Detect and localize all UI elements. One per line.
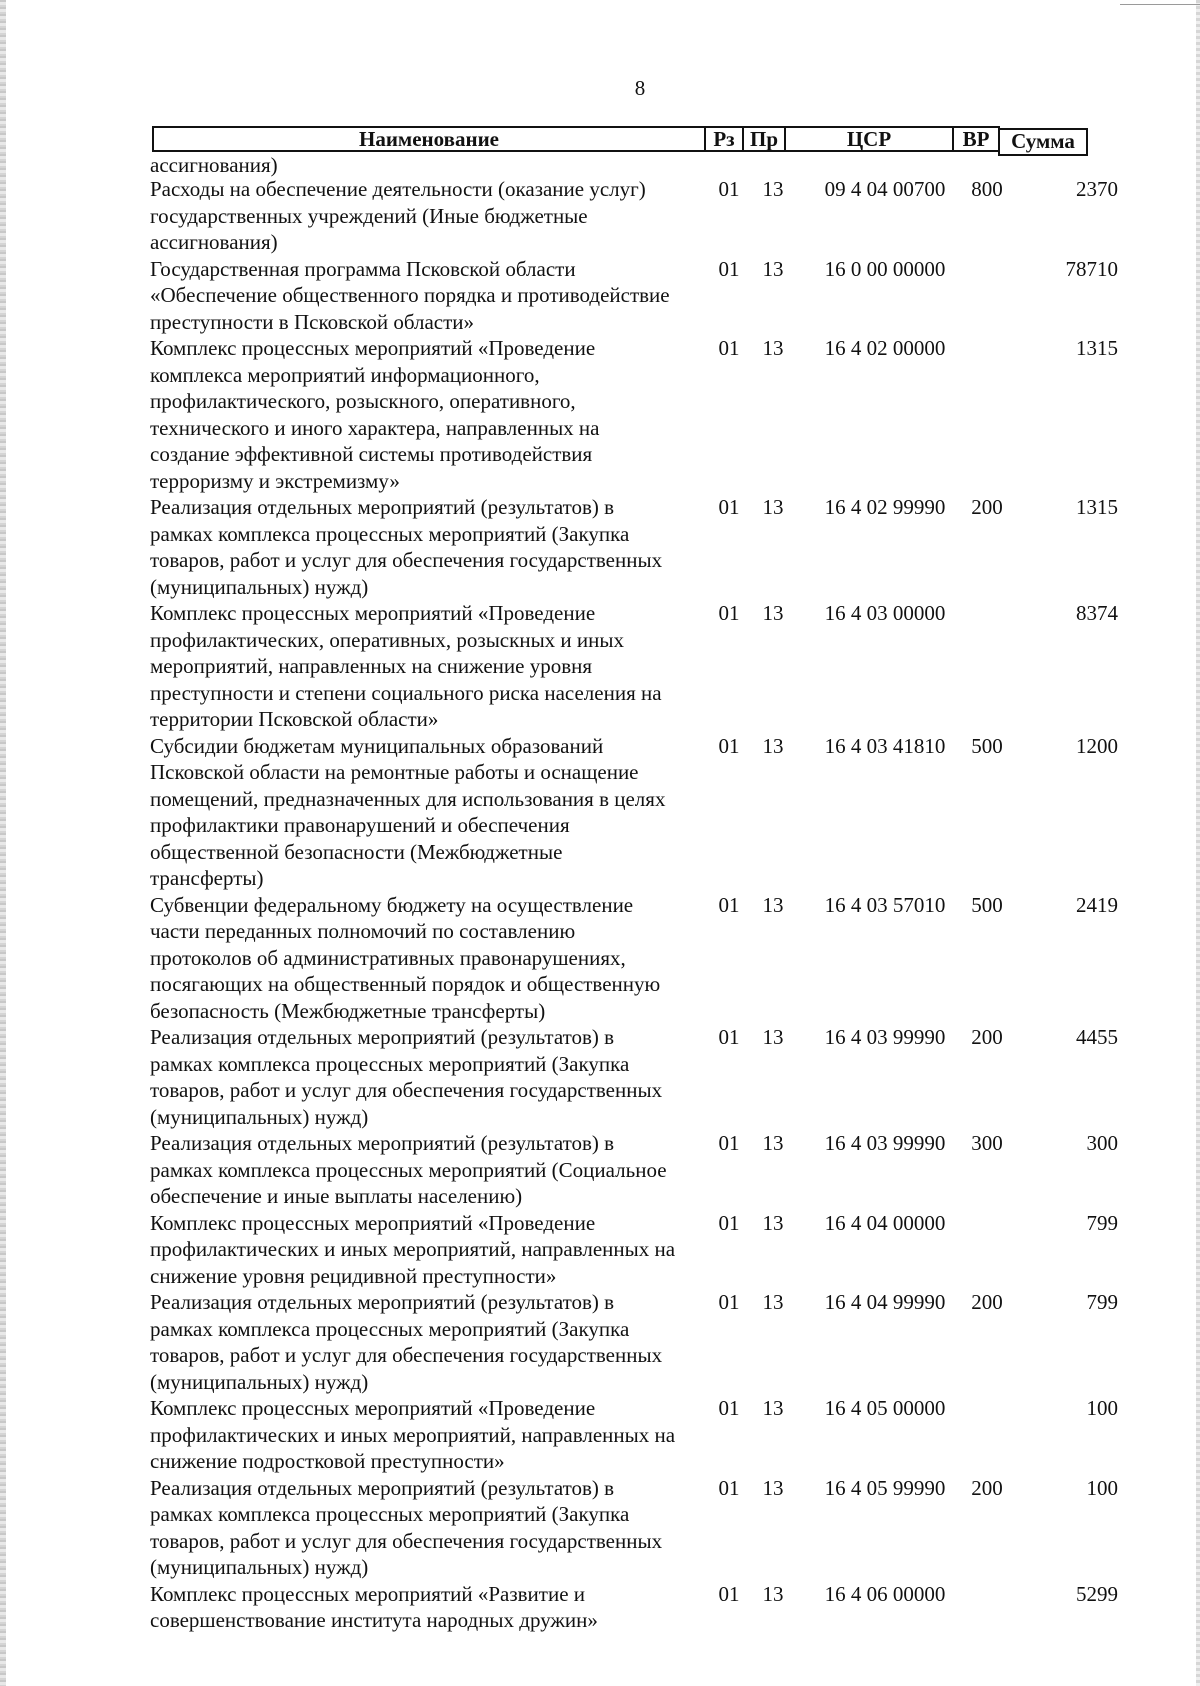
- row-rz: 01: [718, 601, 740, 625]
- row-name: Комплекс процессных мероприятий «Проведение комплекса мероприятий информационного, профилактического, розыскного, оперативного, технического и иного характера, направленных на создание эффективной системы противодействия терроризму и экстремизму»: [150, 336, 600, 493]
- row-rz: 01: [718, 1475, 740, 1500]
- row-rz: 01: [718, 177, 740, 201]
- scan-corner-mark: [1120, 0, 1200, 5]
- row-name: Комплекс процессных мероприятий «Проведение профилактических, оперативных, розыскных и иных мероприятий, направленных на снижение уровня преступности и степени социального риска населения на территории Псковской области»: [150, 601, 662, 731]
- row-sum: 1200: [1076, 733, 1118, 758]
- row-vr: 500: [971, 892, 1003, 917]
- row-name: Комплекс процессных мероприятий «Проведение профилактических и иных мероприятий, направленных на снижение подростковой преступности»: [150, 1396, 676, 1473]
- row-pr: 13: [762, 733, 784, 758]
- row-rz: 01: [718, 1290, 740, 1314]
- table-row: [150, 176, 1150, 256]
- row-csr: 16 4 03 41810: [824, 733, 946, 758]
- row-name: Субсидии бюджетам муниципальных образований Псковской области на ремонтные работы и оснащение помещений, предназначенных для использования в целях профилактики правонарушений и обеспечения общественной безопасности (Межбюджетные трансферты): [150, 733, 666, 890]
- row-sum: 5299: [1076, 1581, 1118, 1606]
- scan-edge-left: [0, 0, 6, 1686]
- row-csr: 16 4 03 00000: [824, 601, 946, 625]
- row-pr: 13: [762, 1025, 784, 1049]
- row-vr: 200: [971, 495, 1003, 519]
- row-rz: 01: [718, 336, 740, 360]
- table-row: [150, 1581, 1150, 1634]
- row-name: Субвенции федеральному бюджету на осуществление части переданных полномочий по составлению протоколов об административных правонарушениях, посягающих на общественный порядок и общественную безопасность (Межбюджетные трансферты): [150, 892, 661, 1023]
- row-rz: 01: [718, 892, 740, 917]
- row-csr: 16 4 03 57010: [824, 892, 946, 917]
- row-vr: 200: [971, 1475, 1003, 1500]
- row-pr: 13: [762, 892, 784, 917]
- row-sum: 4455: [1076, 1025, 1118, 1049]
- row-pr: 13: [762, 1290, 784, 1314]
- row-csr: 16 4 02 00000: [824, 336, 946, 360]
- row-rz: 01: [718, 733, 740, 758]
- table-row: [150, 1210, 1150, 1290]
- row-csr: 16 4 03 99990: [824, 1131, 946, 1155]
- row-sum: 2370: [1076, 177, 1118, 201]
- table-header: [152, 126, 1088, 154]
- continuation-row: [150, 154, 1150, 176]
- row-name: Реализация отдельных мероприятий (результатов) в рамках комплекса процессных мероприятий (Закупка товаров, работ и услуг для обеспечения государственных (муниципальных) нужд): [150, 1025, 663, 1129]
- row-csr: 16 4 02 99990: [824, 495, 946, 519]
- header-sum: Сумма: [998, 128, 1088, 156]
- row-rz: 01: [718, 1581, 740, 1606]
- row-name: Комплекс процессных мероприятий «Проведение профилактических и иных мероприятий, направленных на снижение уровня рецидивной преступности»: [150, 1210, 676, 1288]
- header-name: Наименование: [152, 126, 706, 152]
- continuation-text: ассигнования): [150, 153, 278, 177]
- row-pr: 13: [762, 1210, 784, 1235]
- row-vr: 200: [971, 1025, 1003, 1049]
- row-pr: 13: [762, 177, 784, 201]
- row-vr: 500: [971, 733, 1003, 758]
- row-pr: 13: [762, 1581, 784, 1606]
- table-row: [150, 256, 1150, 336]
- table-row: [150, 733, 1150, 892]
- row-rz: 01: [718, 1025, 740, 1049]
- table-row: [150, 1289, 1150, 1395]
- row-csr: 16 4 04 00000: [824, 1210, 946, 1235]
- row-csr: 16 4 06 00000: [824, 1581, 946, 1606]
- row-name: Реализация отдельных мероприятий (результатов) в рамках комплекса процессных мероприятий (Закупка товаров, работ и услуг для обеспечения государственных (муниципальных) нужд): [150, 495, 663, 599]
- row-sum: 1315: [1076, 495, 1118, 519]
- row-pr: 13: [762, 336, 784, 360]
- table-row: [150, 494, 1150, 600]
- header-rz: Рз: [704, 126, 744, 152]
- row-csr: 16 4 04 99990: [824, 1290, 946, 1314]
- row-pr: 13: [762, 1131, 784, 1155]
- row-vr: 800: [971, 177, 1003, 201]
- table-row: [150, 1130, 1150, 1210]
- row-csr: 16 4 05 00000: [824, 1396, 946, 1420]
- page-number: 8: [634, 76, 646, 100]
- row-vr: 300: [971, 1131, 1003, 1155]
- header-csr: ЦСР: [784, 126, 954, 152]
- row-rz: 01: [718, 256, 740, 281]
- row-sum: 2419: [1076, 892, 1118, 917]
- row-pr: 13: [762, 1396, 784, 1420]
- table-row: [150, 892, 1150, 1025]
- row-name: Комплекс процессных мероприятий «Развитие и совершенствование института народных дружин»: [150, 1581, 598, 1632]
- row-csr: 16 0 00 00000: [824, 256, 946, 281]
- row-sum: 300: [1086, 1131, 1118, 1155]
- header-pr: Пр: [742, 126, 786, 152]
- row-sum: 1315: [1076, 336, 1118, 360]
- row-name: Расходы на обеспечение деятельности (оказание услуг) государственных учреждений (Иные бюджетные ассигнования): [150, 177, 646, 254]
- row-name: Реализация отдельных мероприятий (результатов) в рамках комплекса процессных мероприятий (Закупка товаров, работ и услуг для обеспечения государственных (муниципальных) нужд): [150, 1475, 663, 1579]
- row-csr: 16 4 05 99990: [824, 1475, 946, 1500]
- row-rz: 01: [718, 495, 740, 519]
- row-sum: 799: [1086, 1290, 1118, 1314]
- row-csr: 16 4 03 99990: [824, 1025, 946, 1049]
- table-row: [150, 1475, 1150, 1581]
- table-row: [150, 1395, 1150, 1475]
- row-sum: 100: [1086, 1396, 1118, 1420]
- row-name: Реализация отдельных мероприятий (результатов) в рамках комплекса процессных мероприятий (Социальное обеспечение и иные выплаты населению): [150, 1131, 667, 1208]
- header-vr: ВР: [952, 126, 1000, 152]
- row-pr: 13: [762, 1475, 784, 1500]
- table-row: [150, 335, 1150, 494]
- row-sum: 8374: [1076, 601, 1118, 625]
- row-name: Государственная программа Псковской области «Обеспечение общественного порядка и противодействие преступности в Псковской области»: [150, 256, 670, 334]
- row-rz: 01: [718, 1396, 740, 1420]
- row-vr: 200: [971, 1290, 1003, 1314]
- row-pr: 13: [762, 495, 784, 519]
- row-pr: 13: [762, 601, 784, 625]
- row-rz: 01: [718, 1131, 740, 1155]
- row-name: Реализация отдельных мероприятий (результатов) в рамках комплекса процессных мероприятий (Закупка товаров, работ и услуг для обеспечения государственных (муниципальных) нужд): [150, 1290, 663, 1394]
- row-sum: 799: [1086, 1210, 1118, 1235]
- row-sum: 78710: [1065, 256, 1118, 281]
- table-row: [150, 600, 1150, 733]
- row-sum: 100: [1086, 1475, 1118, 1500]
- table-row: [150, 1024, 1150, 1130]
- row-pr: 13: [762, 256, 784, 281]
- row-rz: 01: [718, 1210, 740, 1235]
- row-csr: 09 4 04 00700: [824, 177, 946, 201]
- table-body: [150, 154, 1150, 1634]
- scan-edge-right: [1196, 0, 1200, 1686]
